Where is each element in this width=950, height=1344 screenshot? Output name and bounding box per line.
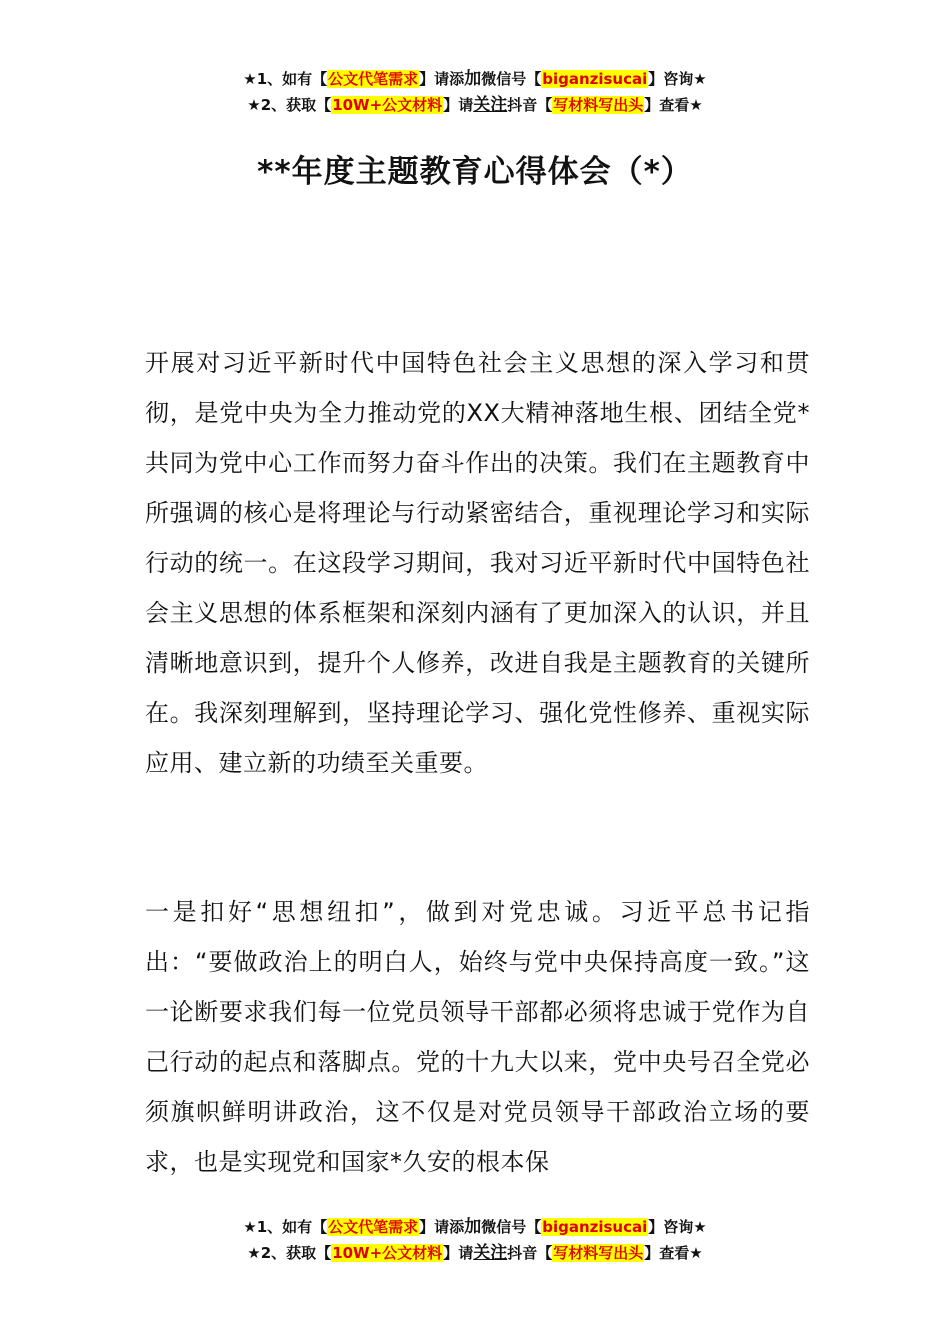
- banner-text: ★2、获取【: [247, 96, 332, 114]
- banner-emphasis: 关注: [473, 95, 508, 115]
- highlight-service: 公文代笔需求: [328, 1218, 419, 1236]
- banner-text: 抖音【: [507, 1244, 553, 1262]
- top-banner: [0, 66, 950, 118]
- banner-text: 】请: [443, 96, 474, 114]
- banner-text: 】请添: [419, 70, 465, 88]
- highlight-douyin: 写材料写出头: [553, 1244, 644, 1262]
- banner-text: ★2、获取【: [247, 1244, 332, 1262]
- banner-text: 】咨询★: [648, 70, 707, 88]
- banner-line-1: [0, 1214, 950, 1240]
- banner-text: 】请: [443, 1244, 474, 1262]
- banner-text: 】查看★: [644, 1244, 703, 1262]
- bottom-banner: [0, 1214, 950, 1266]
- banner-text: 】请添: [419, 1218, 465, 1236]
- banner-line-1: [0, 66, 950, 92]
- banner-emphasis: 加: [464, 1217, 482, 1237]
- body-paragraph-2: 一是扣好“思想纽扣”，做到对党忠诚。习近平总书记指出：“要做政治上的明白人，始终与党中央保持高度一致。”这一论断要求我们每一位党员领导干部都必须将忠诚于党作为自己行动的起点和落脚点。党的十九大以来，党中央号召全党必须旗帜鲜明讲政治，这不仅是对党员领导干部政治立场的要求，也是实现党和国家*久安的根本保: [145, 898, 810, 1176]
- highlight-service: 公文代笔需求: [328, 70, 419, 88]
- banner-line-2: [0, 1240, 950, 1266]
- banner-text: 】咨询★: [648, 1218, 707, 1236]
- banner-text: 微信号【: [481, 1218, 542, 1236]
- highlight-wechat-id: biganzisucai: [542, 70, 648, 88]
- banner-line-2: [0, 92, 950, 118]
- highlight-wechat-id: biganzisucai: [542, 1218, 648, 1236]
- highlight-materials: 10W+公文材料: [332, 1244, 443, 1262]
- banner-text: 微信号【: [481, 70, 542, 88]
- banner-emphasis: 加: [464, 69, 482, 89]
- banner-text: 抖音【: [507, 96, 553, 114]
- banner-emphasis: 关注: [473, 1243, 508, 1263]
- banner-text: 】查看★: [644, 96, 703, 114]
- banner-text: ★1、如有【: [243, 1218, 328, 1236]
- highlight-materials: 10W+公文材料: [332, 96, 443, 114]
- body-paragraph-1: 开展对习近平新时代中国特色社会主义思想的深入学习和贯彻，是党中央为全力推动党的XX大精神落地生根、团结全党*共同为党中心工作而努力奋斗作出的决策。我们在主题教育中所强调的核心是将理论与行动紧密结合，重视理论学习和实际行动的统一。在这段学习期间，我对习近平新时代中国特色社会主义思想的体系框架和深刻内涵有了更加深入的认识，并且清晰地意识到，提升个人修养，改进自我是主题教育的关键所在。我深刻理解到，坚持理论学习、强化党性修养、重视实际应用、建立新的功绩至关重要。: [145, 349, 810, 777]
- document-title: **年度主题教育心得体会（*）: [257, 154, 693, 190]
- banner-text: ★1、如有【: [243, 70, 328, 88]
- highlight-douyin: 写材料写出头: [553, 96, 644, 114]
